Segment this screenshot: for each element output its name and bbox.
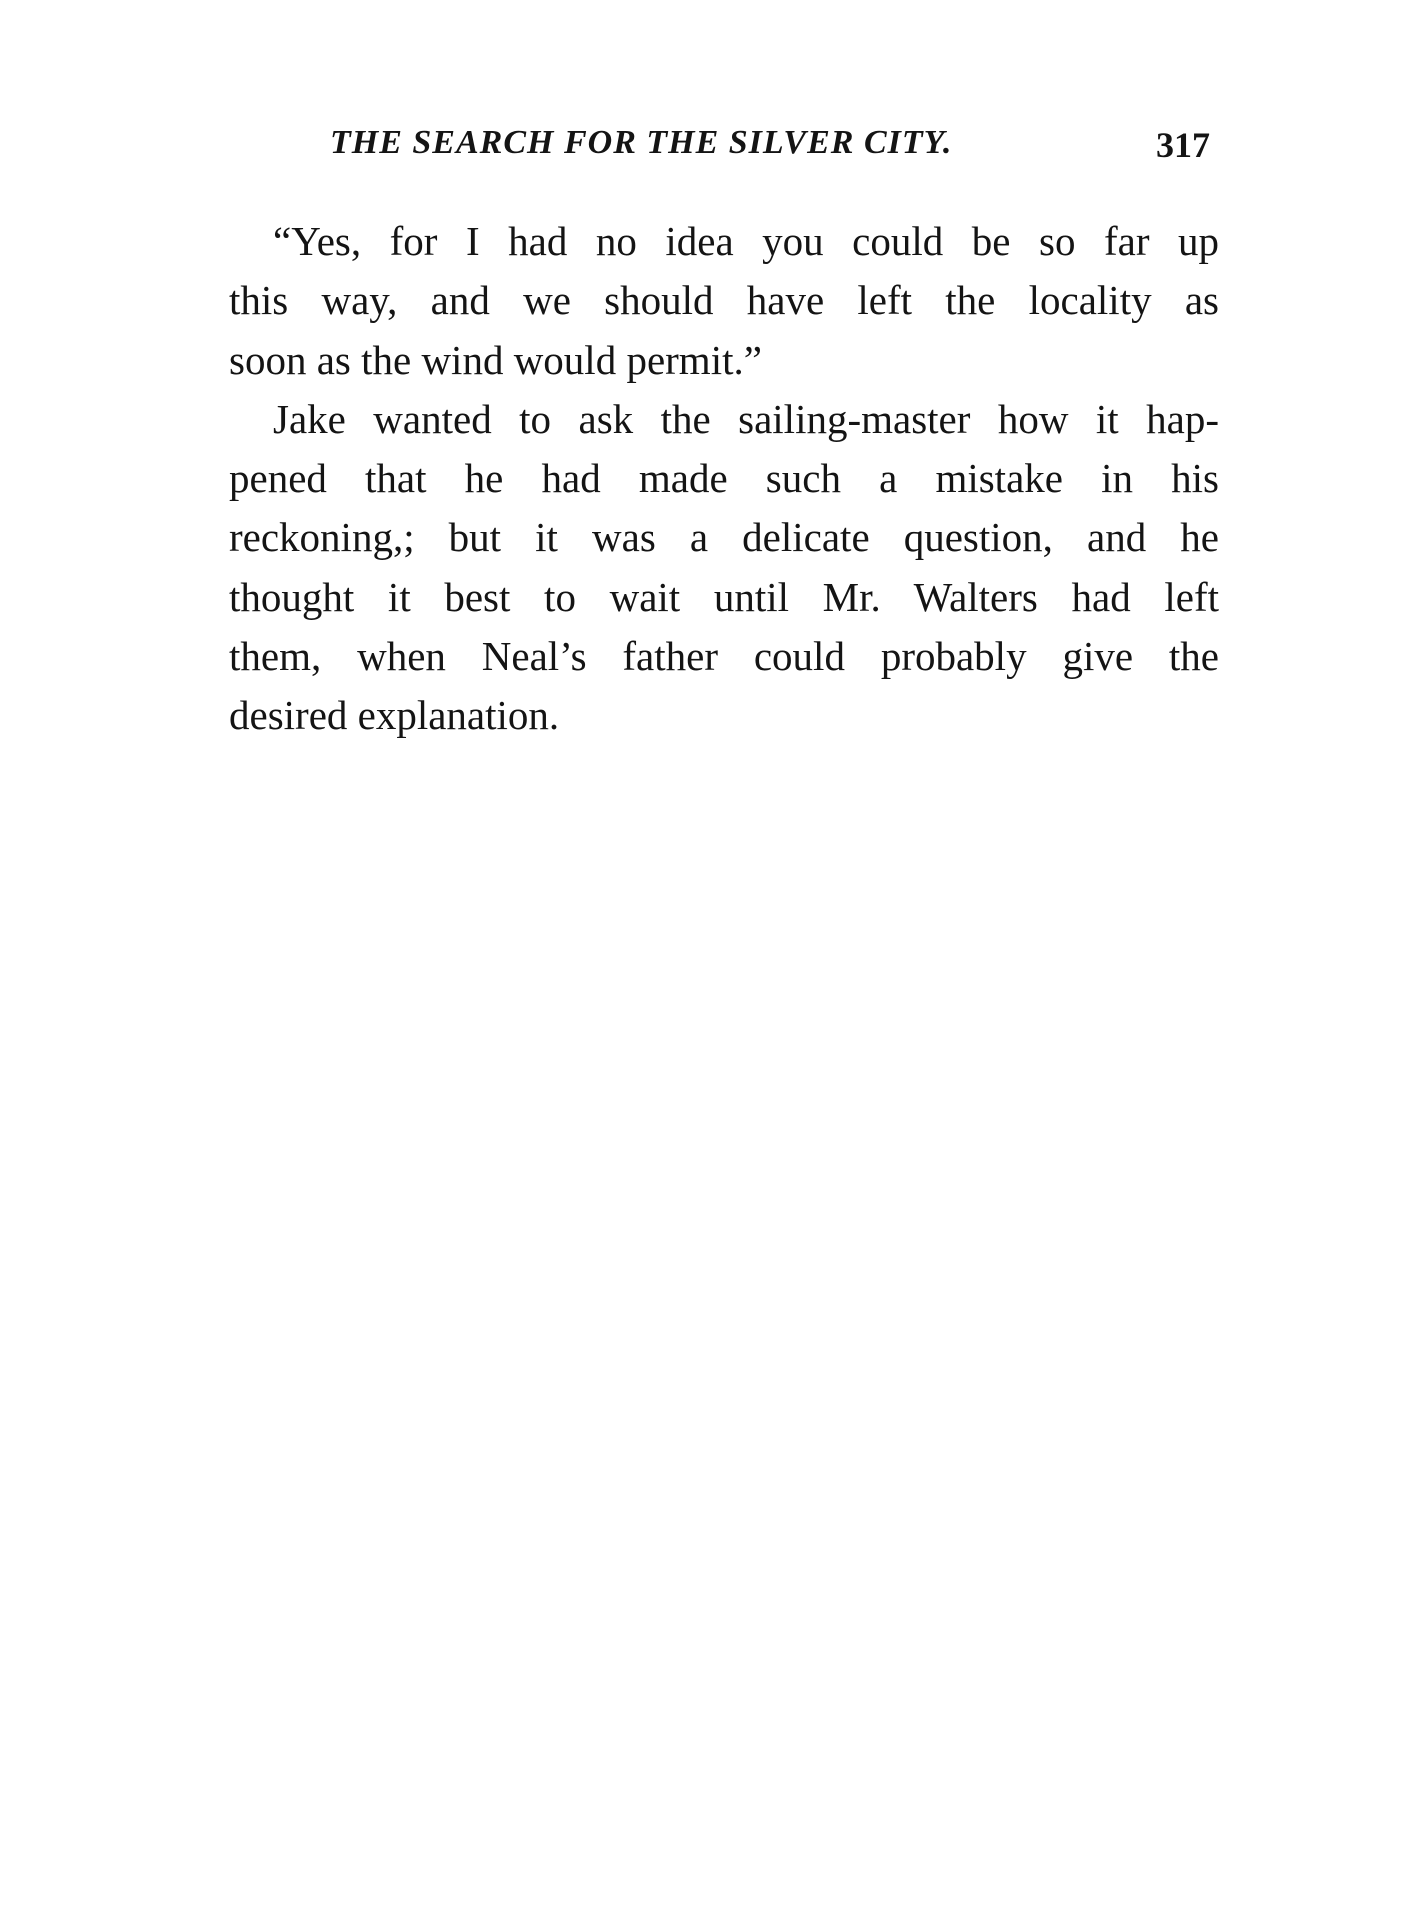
paragraph [229, 390, 1219, 746]
text-line: desired explanation. [229, 692, 560, 739]
text-line: them, when Neal’s father could probably give the [229, 633, 1219, 680]
text-line: Jake wanted to ask the sailing-master how it hap- [273, 395, 1219, 442]
text-line: “Yes, for I had no idea you could be so far up [273, 218, 1219, 264]
running-title: THE SEARCH FOR THE SILVER CITY. [330, 124, 953, 161]
paragraph [229, 212, 1219, 390]
text-line: thought it best to wait until Mr. Walters had left [229, 573, 1219, 620]
text-line: pened that he had made such a mistake in his [229, 455, 1219, 502]
text-line: reckoning,; but it was a delicate question, and he [229, 514, 1219, 561]
text-line: this way, and we should have left the locality as [229, 277, 1219, 324]
page-number: 317 [1156, 125, 1210, 165]
body-text [229, 212, 1219, 746]
running-head [330, 124, 1210, 174]
text-line: soon as the wind would permit.” [229, 336, 762, 383]
